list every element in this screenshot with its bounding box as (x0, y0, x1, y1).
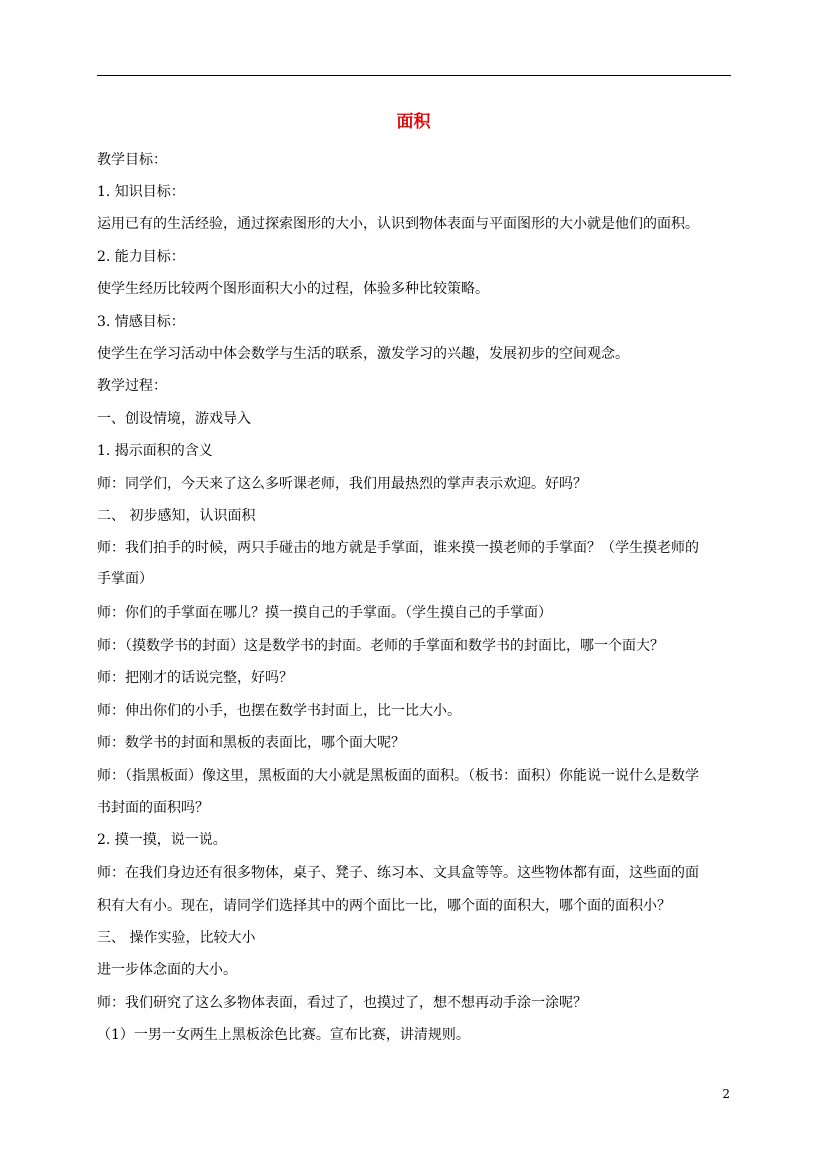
text-line: 师：在我们身边还有很多物体，桌子、凳子、练习本、文具盒等等。这些物体都有面，这些面的面 (97, 865, 699, 881)
text-line: 师：把刚才的话说完整，好吗？ (97, 670, 293, 686)
text-line: 师：我们拍手的时候，两只手碰击的地方就是手掌面，谁来摸一摸老师的手掌面？（学生摸老师的 (97, 540, 699, 556)
text-line: 师：同学们，今天来了这么多听课老师，我们用最热烈的掌声表示欢迎。好吗？ (97, 476, 587, 492)
text-line: 师：（指黑板面）像这里，黑板面的大小就是黑板面的面积。（板书：面积）你能说一说什么是数学 (97, 768, 699, 784)
text-line: 师：伸出你们的小手，也摆在数学书封面上，比一比大小。 (97, 703, 461, 719)
text-line: 使学生经历比较两个图形面积大小的过程，体验多种比较策略。 (97, 281, 489, 297)
text-line: 师：我们研究了这么多物体表面，看过了，也摸过了，想不想再动手涂一涂呢？ (97, 995, 587, 1011)
page-title: 面积 (396, 112, 431, 132)
text-line: 2. 摸一摸，说一说。 (97, 832, 227, 848)
text-line: 师：你们的手掌面在哪儿？摸一摸自己的手掌面。（学生摸自己的手掌面） (97, 605, 552, 621)
text-line: 手掌面） (97, 571, 153, 587)
text-line: 二、 初步感知，认识面积 (97, 508, 256, 524)
text-line: 积有大有小。现在，请同学们选择其中的两个面比一比，哪个面的面积大，哪个面的面积小？ (97, 898, 671, 914)
text-line: 使学生在学习活动中体会数学与生活的联系，激发学习的兴趣，发展初步的空间观念。 (97, 346, 629, 362)
text-line: 一、创设情境，游戏导入 (97, 411, 251, 427)
text-line: 3. 情感目标： (97, 314, 185, 330)
text-line: 2. 能力目标： (97, 249, 185, 265)
text-line: （1）一男一女两生上黑板涂色比赛。宣布比赛，讲清规则。 (97, 1027, 470, 1043)
text-line: 书封面的面积吗？ (97, 800, 209, 816)
text-line: 三、 操作实验，比较大小 (97, 930, 256, 946)
text-line: 1. 知识目标： (97, 184, 185, 200)
text-line: 师：（摸数学书的封面）这是数学书的封面。老师的手掌面和数学书的封面比，哪一个面大？ (97, 638, 664, 654)
text-line: 教学目标： (97, 152, 167, 168)
header-rule (97, 75, 731, 76)
page-number: 2 (722, 1087, 730, 1101)
text-line: 师：数学书的封面和黑板的表面比，哪个面大呢？ (97, 735, 405, 751)
text-line: 运用已有的生活经验，通过探索图形的大小，认识到物体表面与平面图形的大小就是他们的面积。 (97, 216, 699, 232)
text-line: 1. 揭示面积的含义 (97, 443, 213, 459)
text-line: 教学过程： (97, 378, 167, 394)
text-line: 进一步体念面的大小。 (97, 962, 237, 978)
